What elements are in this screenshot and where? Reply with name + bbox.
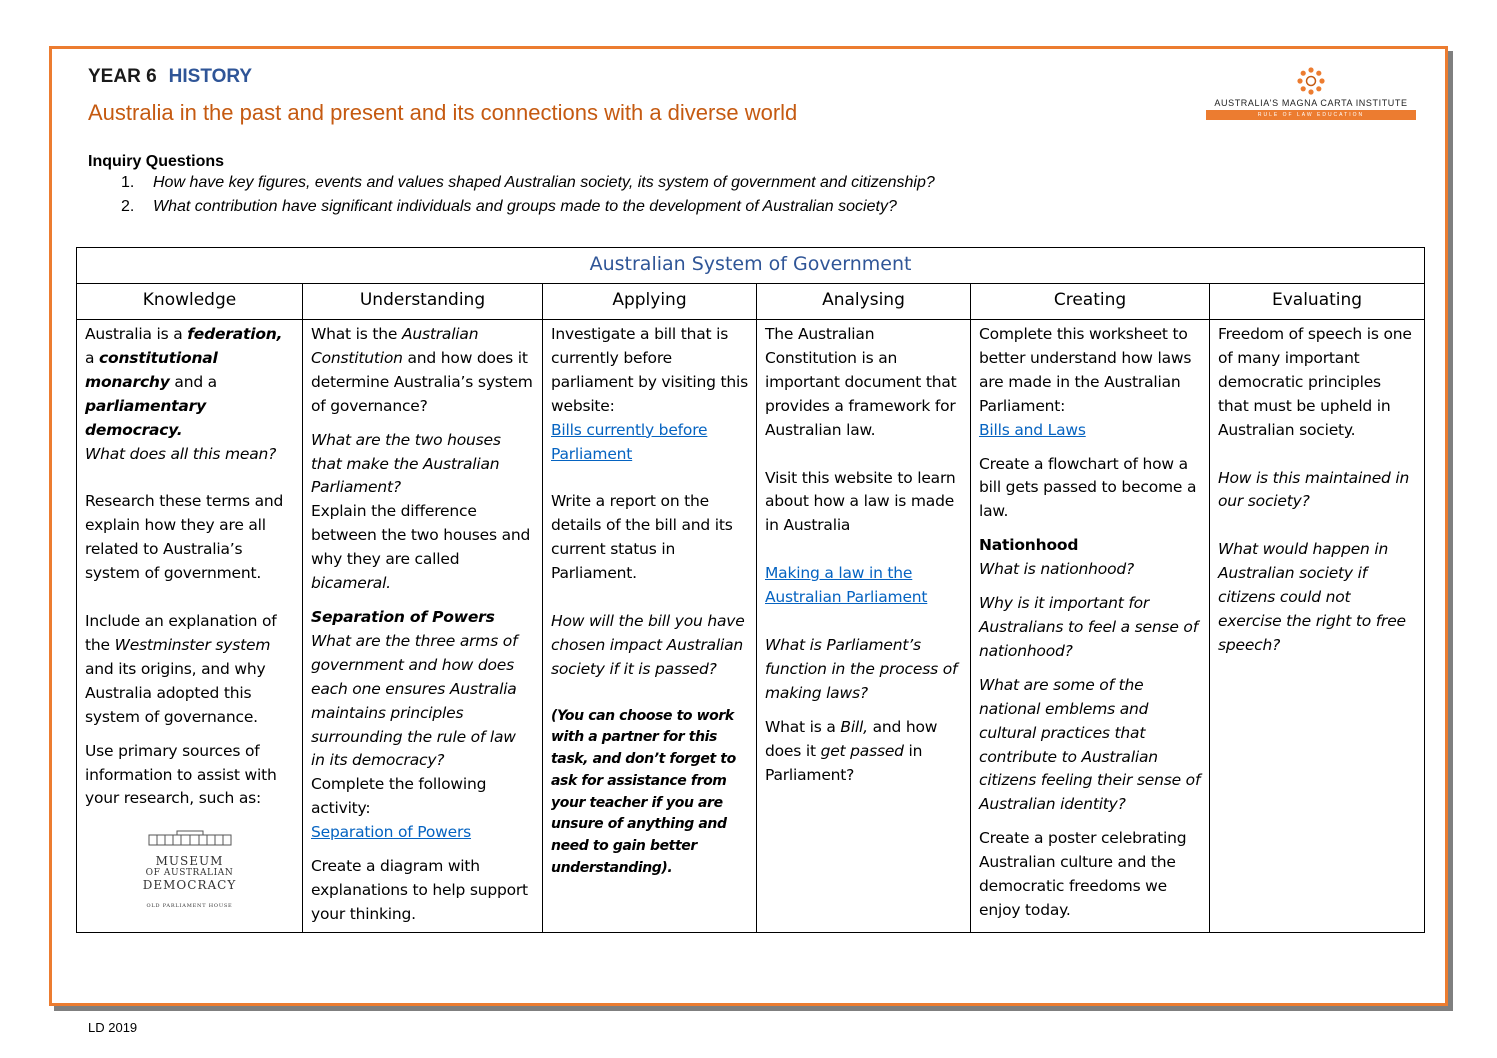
inquiry-question: 1. How have key figures, events and values shaped Australian society, its system of government and citizenship? [121,174,935,191]
column-header-evaluating: Evaluating [1210,284,1425,320]
column-header-applying: Applying [543,284,757,320]
creating-worksheet: Complete this worksheet to better understand how laws are made in the Australian Parliament: [979,325,1192,415]
orange-star-icon [1296,66,1326,96]
bills-and-laws-link[interactable]: Bills and Laws [979,420,1086,439]
inquiry-title: Inquiry Questions [88,153,225,170]
evaluating-freedom: Freedom of speech is one of many important democratic principles that must be upheld in Australian society. [1218,325,1412,439]
column-header-understanding: Understanding [303,284,543,320]
bills-before-parliament-link[interactable]: Bills currently before Parliament [551,420,708,463]
knowledge-westminster: Include an explanation of the Westminster system and its origins, and why Australia adopted this system of governance. [85,612,277,726]
making-a-law-link[interactable]: Making a law in the Australian Parliament [765,564,928,607]
analysing-bill-question: What is a Bill, and how does it get passed in Parliament? [765,717,938,784]
understanding-arms-question: What are the three arms of government and how does each one ensures Australia maintains principles surrounding the rule of law in its democracy? [311,631,518,770]
nationhood-heading: Nationhood [979,536,1079,555]
logo-tagline: RULE OF LAW EDUCATION [1206,110,1416,120]
understanding-bicameral: Explain the difference between the two houses and why they are called bicameral. [311,502,531,593]
applying-investigate: Investigate a bill that is currently before parliament by visiting this website: [551,325,748,415]
table-title: Australian System of Government [77,248,1425,284]
column-header-creating: Creating [971,284,1210,320]
subject-label: HISTORY [168,66,253,87]
applying-note: (You can choose to work with a partner for this task, and don’t forget to ask for assistance from your teacher if you are unsure of anything and need to gain better understanding). [551,707,736,876]
knowledge-question: What does all this mean? [85,444,277,463]
evaluating-cell [1210,320,1425,933]
knowledge-sources: Use primary sources of information to assist with your research, such as: [85,741,277,808]
applying-cell [543,320,757,933]
magna-carta-logo [1206,66,1416,128]
separation-of-powers-heading: Separation of Powers [311,607,495,626]
creating-emblems-question: What are some of the national emblems and cultural practices that contribute to Australian citizens feeling their sense of Australian identity? [979,675,1201,814]
understanding-cell [303,320,543,933]
inquiry-list [121,173,935,221]
analysing-visit: Visit this website to learn about how a law is made in Australia [765,468,956,535]
creating-flowchart: Create a flowchart of how a bill gets passed to become a law. [979,454,1197,521]
inquiry-question: 2. What contribution have significant individuals and groups made to the development of Australian society? [121,198,897,215]
parliament-house-icon [147,829,233,847]
analysing-function-question: What is Parliament’s function in the process of making laws? [765,636,958,702]
understanding-activity: Complete the following activity: [311,775,487,818]
understanding-constitution: What is the Australian Constitution and how does it determine Australia’s system of governance? [311,325,533,415]
header [88,66,252,88]
knowledge-research: Research these terms and explain how they are all related to Australia’s system of government. [85,492,284,583]
creating-cell [971,320,1210,933]
understanding-diagram: Create a diagram with explanations to help support your thinking. [311,857,528,923]
column-header-analysing: Analysing [757,284,971,320]
footer-label: LD 2019 [88,1020,138,1035]
page-subtitle: Australia in the past and present and its connections with a diverse world [88,100,798,125]
creating-poster: Create a poster celebrating Australian culture and the democratic freedoms we enjoy today. [979,829,1187,919]
applying-impact-question: How will the bill you have chosen impact Australian society if it is passed? [551,612,745,678]
creating-importance-question: Why is it important for Australians to feel a sense of nationhood? [979,594,1198,660]
knowledge-cell [77,320,303,933]
creating-nationhood-question: What is nationhood? [979,560,1135,579]
analysing-cell [757,320,971,933]
evaluating-maintained-question: How is this maintained in our society? [1218,468,1410,511]
separation-of-powers-link[interactable]: Separation of Powers [311,823,472,842]
year-label: YEAR 6 [88,66,157,87]
applying-report: Write a report on the details of the bill and its current status in Parliament. [551,492,733,583]
column-header-knowledge: Knowledge [77,284,303,320]
analysing-constitution: The Australian Constitution is an important document that provides a framework for Australian law. [765,325,957,439]
evaluating-free-speech-question: What would happen in Australian society if citizens could not exercise the right to free speech? [1218,540,1406,654]
museum-of-democracy-logo: MUSEUM OF AUSTRALIAN DEMOCRACY OLD PARLIAMENT HOUSE [85,829,294,919]
understanding-houses-question: What are the two houses that make the Australian Parliament? [311,430,501,497]
government-table [76,247,1425,933]
knowledge-intro: Australia is a federation, a constitutional monarchy and a parliamentary democracy. [85,325,283,439]
logo-name: AUSTRALIA'S MAGNA CARTA INSTITUTE [1214,98,1408,108]
